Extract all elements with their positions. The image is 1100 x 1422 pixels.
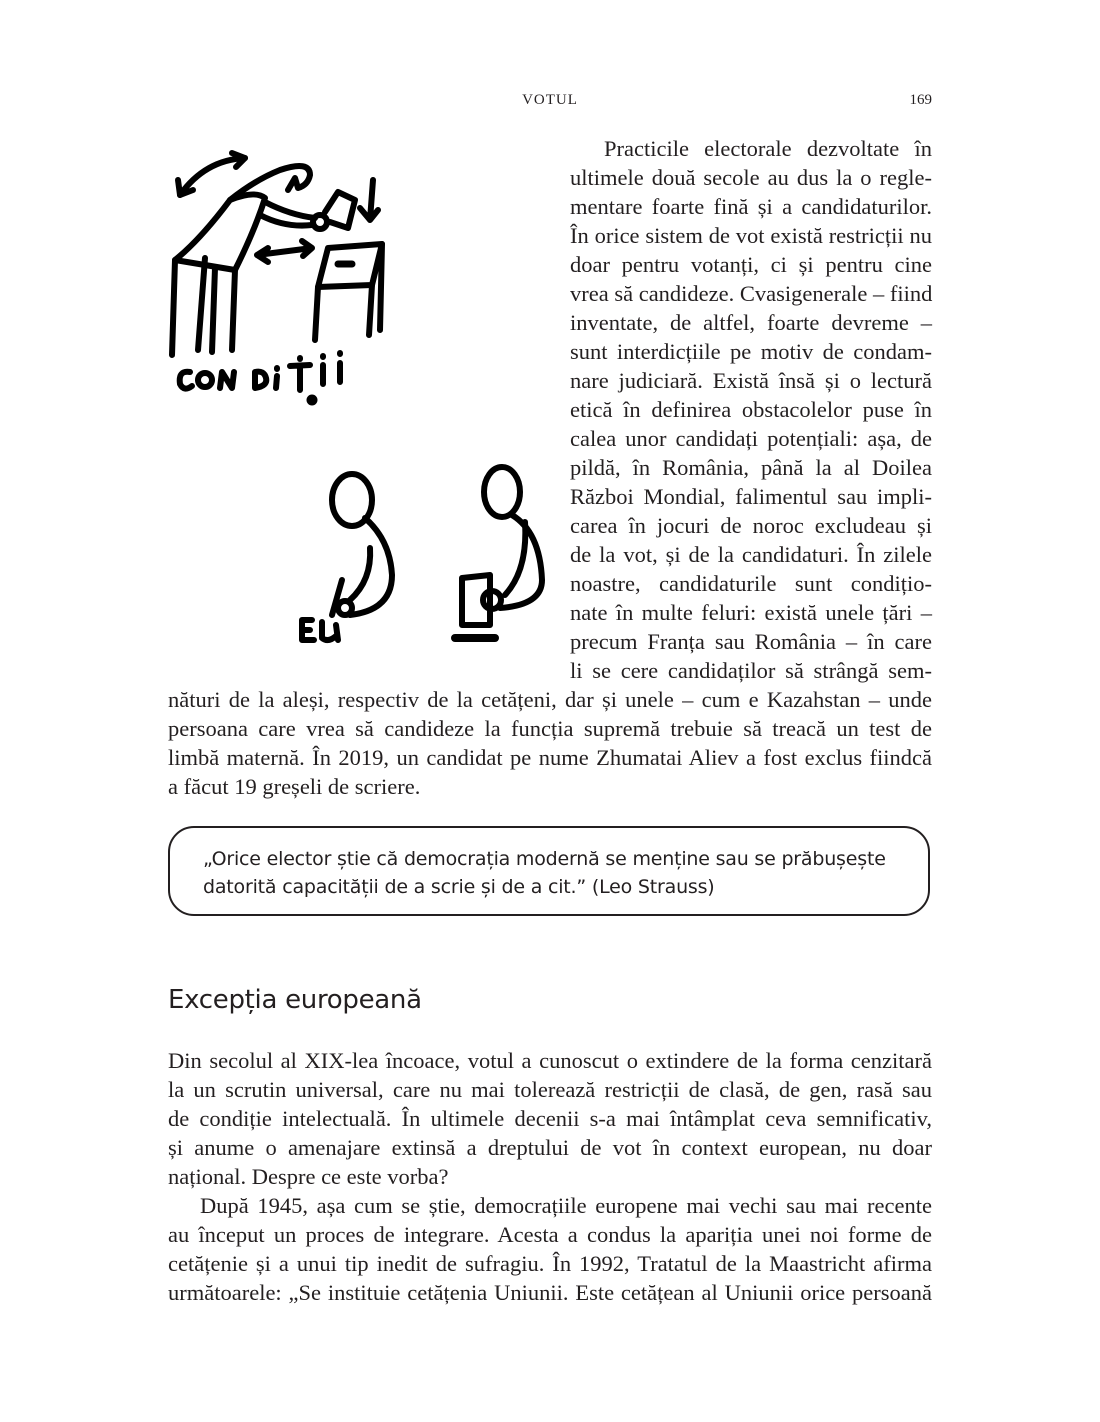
running-header	[168, 92, 932, 114]
two-figures-illustration	[280, 460, 560, 660]
text-line: mentare foarte fină și a candidaturilor.	[570, 194, 932, 219]
text-line: de la vot, și de la candidaturi. În zilele	[570, 542, 932, 567]
text-line: În orice sistem de vot există restricții nu	[570, 223, 932, 248]
text-line: nare judiciară. Există însă și o lectură	[570, 368, 932, 393]
text-line: nate în multe feluri: există unele țări –	[570, 600, 932, 625]
text-line: următoarele: „Se instituie cetățenia Uniunii. Este cetățean al Uniunii orice persoană	[168, 1280, 932, 1305]
text-line: la un scrutin universal, care nu mai tolerează restricții de clasă, de gen, rasă sau	[168, 1077, 932, 1102]
text-line: Practicile electorale dezvoltate în	[604, 136, 932, 161]
text-line: inventate, de altfel, foarte devreme –	[570, 310, 932, 335]
text-line: După 1945, așa cum se știe, democrațiile europene mai vechi sau mai recente	[200, 1193, 932, 1218]
voter-ballot-box-illustration	[160, 140, 400, 420]
text-line: doar pentru votanți, ci și pentru cine	[570, 252, 932, 277]
text-line: și anume o amenajare extinsă a dreptului de vot în context european, nu doar	[168, 1135, 932, 1160]
text-line: național. Despre ce este vorba?	[168, 1164, 449, 1189]
text-line: sunt interdicțiile pe motiv de condam-	[570, 339, 932, 364]
text-line: pildă, în România, până la al Doilea	[570, 455, 932, 480]
text-line: cetățenie și a unui tip inedit de sufragiu. În 1992, Tratatul de la Maastricht afirma	[168, 1251, 932, 1276]
text-line: noastre, candidaturile sunt condițio-	[570, 571, 932, 596]
text-line: nături de la aleși, respectiv de la cetățeni, dar și unele – cum e Kazahstan – unde	[168, 687, 932, 712]
quote-text-line: datorită capacității de a scrie și de a cit.” (Leo Strauss)	[203, 876, 715, 898]
text-line: au început un proces de integrare. Acesta a condus la apariția unei noi forme de	[168, 1222, 932, 1247]
text-line: li se cere candidaților să strângă sem-	[570, 658, 932, 683]
text-line: Din secolul al XIX-lea încoace, votul a cunoscut o extindere de la forma cenzitară	[168, 1048, 932, 1073]
section-heading: Excepția europeană	[168, 985, 422, 1015]
text-line: calea unor candidați potențiali: așa, de	[570, 426, 932, 451]
text-line: precum Franța sau România – în care	[570, 629, 932, 654]
text-line: carea în jocuri de noroc excludeau și	[570, 513, 932, 538]
page-number: 169	[909, 92, 932, 108]
text-line: ultimele două secole au dus la o regle-	[570, 165, 932, 190]
text-line: a făcut 19 greșeli de scriere.	[168, 774, 421, 799]
running-title: VOTUL	[522, 92, 578, 108]
text-line: limbă maternă. În 2019, un candidat pe nume Zhumatai Aliev a fost exclus fiindcă	[168, 745, 932, 770]
text-line: de condiție intelectuală. În ultimele decenii s-a mai întâmplat ceva semnificativ,	[168, 1106, 932, 1131]
text-line: vrea să candideze. Cvasigenerale – fiind	[570, 281, 933, 306]
quote-text-line: „Orice elector știe că democrația modernă se menține sau se prăbușește	[203, 848, 886, 870]
text-line: Război Mondial, falimentul sau impli-	[570, 484, 932, 509]
text-line: etică în definirea obstacolelor puse în	[570, 397, 932, 422]
text-line: persoana care vrea să candideze la funcția supremă trebuie să treacă un test de	[168, 716, 932, 741]
